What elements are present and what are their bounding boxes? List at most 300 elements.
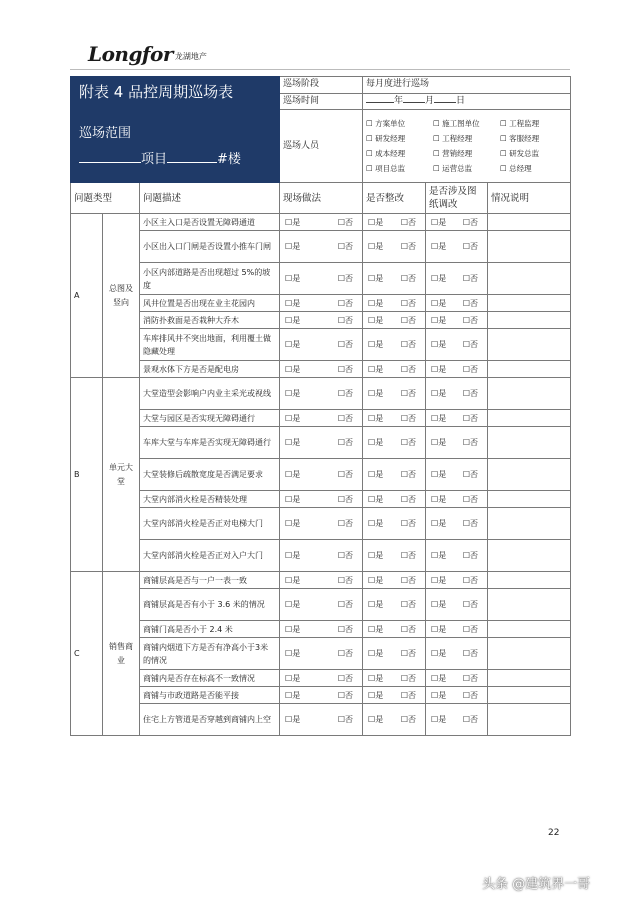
rectify-cell xyxy=(363,491,426,508)
table-row xyxy=(71,263,571,295)
yes-checkbox[interactable]: ☐是 xyxy=(431,364,447,374)
yes-no-checks xyxy=(283,517,359,530)
yes-checkbox[interactable]: ☐是 xyxy=(431,494,447,504)
yes-checkbox[interactable]: ☐是 xyxy=(431,600,447,609)
practice-cell xyxy=(280,491,363,508)
table-row xyxy=(71,540,571,572)
person-option[interactable]: ☐ 总经理 xyxy=(500,164,532,173)
no-checkbox[interactable]: ☐否 xyxy=(462,624,479,634)
yes-no-checks xyxy=(366,272,422,285)
remarks-cell[interactable] xyxy=(488,329,571,361)
form-title: 附表 4 品控周期巡场表 xyxy=(79,82,234,101)
yes-checkbox[interactable]: ☐是 xyxy=(368,600,384,609)
yes-checkbox[interactable]: ☐是 xyxy=(368,274,384,283)
drawing-change-cell xyxy=(426,427,488,459)
no-checkbox[interactable]: ☐否 xyxy=(400,575,417,585)
scope-project: 项目 xyxy=(141,151,168,167)
yes-checkbox[interactable]: ☐是 xyxy=(368,575,384,585)
yes-checkbox[interactable]: ☐是 xyxy=(431,470,447,479)
issue-description: 小区主入口是否设置无障碍通道 xyxy=(140,214,280,231)
no-checkbox[interactable]: ☐否 xyxy=(462,389,479,398)
person-option[interactable]: ☐ 运营总监 xyxy=(433,164,473,173)
yes-checkbox[interactable]: ☐是 xyxy=(285,298,301,308)
remarks-cell[interactable] xyxy=(488,670,571,687)
no-checkbox[interactable]: ☐否 xyxy=(462,340,479,349)
yes-checkbox[interactable]: ☐是 xyxy=(431,242,447,251)
yes-checkbox[interactable]: ☐是 xyxy=(285,389,301,398)
practice-cell xyxy=(280,638,363,670)
no-checkbox[interactable]: ☐否 xyxy=(400,649,417,658)
remarks-cell[interactable] xyxy=(488,378,571,410)
yes-no-checks xyxy=(366,517,422,530)
yes-checkbox[interactable]: ☐是 xyxy=(285,600,301,609)
col-drawing: 是否涉及图纸调改 xyxy=(426,183,488,214)
drawing-change-cell xyxy=(426,704,488,736)
practice-cell xyxy=(280,459,363,491)
person-option[interactable]: ☐ 客服经理 xyxy=(500,134,540,143)
yes-no-checks xyxy=(429,549,484,562)
person-option[interactable]: ☐ 方案单位 xyxy=(366,119,406,128)
logo-chinese: 龙湖地产 xyxy=(174,52,207,61)
col-rectify: 是否整改 xyxy=(363,183,426,214)
logo-english: Longfor xyxy=(88,42,173,66)
column-header-row xyxy=(71,183,571,214)
yes-checkbox[interactable]: ☐是 xyxy=(285,519,301,528)
yes-checkbox[interactable]: ☐是 xyxy=(368,690,384,700)
yes-no-checks xyxy=(366,647,422,660)
scope-label: 巡场范围 xyxy=(79,125,132,141)
no-checkbox[interactable]: ☐否 xyxy=(337,575,354,585)
category-code: B xyxy=(71,378,103,572)
practice-cell xyxy=(280,361,363,378)
issue-description: 商铺层高是否有小于 3.6 米的情况 xyxy=(140,589,280,621)
yes-no-checks xyxy=(283,549,359,562)
no-checkbox[interactable]: ☐否 xyxy=(462,551,479,560)
rectify-cell xyxy=(363,263,426,295)
yes-checkbox[interactable]: ☐是 xyxy=(368,649,384,658)
no-checkbox[interactable]: ☐否 xyxy=(400,624,417,634)
remarks-cell[interactable] xyxy=(488,231,571,263)
no-checkbox[interactable]: ☐否 xyxy=(400,340,417,349)
remarks-cell[interactable] xyxy=(488,491,571,508)
no-checkbox[interactable]: ☐否 xyxy=(337,649,354,658)
no-checkbox[interactable]: ☐否 xyxy=(400,242,417,251)
no-checkbox[interactable]: ☐否 xyxy=(337,494,354,504)
no-checkbox[interactable]: ☐否 xyxy=(337,217,354,227)
no-checkbox[interactable]: ☐否 xyxy=(337,413,354,423)
time-label: 巡场时间 xyxy=(280,93,363,110)
person-option[interactable]: ☐ 研发总监 xyxy=(500,149,540,158)
yes-no-checks xyxy=(283,412,359,425)
rectify-cell xyxy=(363,572,426,589)
practice-cell xyxy=(280,508,363,540)
issue-description: 大堂与园区是否实现无障碍通行 xyxy=(140,410,280,427)
header-rule xyxy=(70,69,570,70)
no-checkbox[interactable]: ☐否 xyxy=(462,364,479,374)
no-checkbox[interactable]: ☐否 xyxy=(462,315,479,325)
yes-no-checks xyxy=(283,240,359,253)
no-checkbox[interactable]: ☐否 xyxy=(400,519,417,528)
yes-checkbox[interactable]: ☐是 xyxy=(431,715,447,724)
table-row xyxy=(71,704,571,736)
yes-no-checks xyxy=(366,468,422,481)
yes-no-checks xyxy=(366,314,422,327)
category-name: 总图及竖向 xyxy=(103,214,140,378)
no-checkbox[interactable]: ☐否 xyxy=(337,519,354,528)
issue-description: 大堂内部消火栓是否正对入户大门 xyxy=(140,540,280,572)
yes-no-checks xyxy=(366,338,422,351)
drawing-change-cell xyxy=(426,638,488,670)
yes-checkbox[interactable]: ☐是 xyxy=(285,413,301,423)
no-checkbox[interactable]: ☐否 xyxy=(462,274,479,283)
yes-checkbox[interactable]: ☐是 xyxy=(285,575,301,585)
col-type: 问题类型 xyxy=(71,183,140,214)
stage-label: 巡场阶段 xyxy=(280,77,363,94)
yes-no-checks xyxy=(429,314,484,327)
scope-cell xyxy=(71,110,280,183)
yes-no-checks xyxy=(283,297,359,310)
page-number: 22 xyxy=(548,828,560,838)
issue-description: 景观水体下方是否是配电房 xyxy=(140,361,280,378)
yes-checkbox[interactable]: ☐是 xyxy=(368,389,384,398)
yes-no-checks xyxy=(283,468,359,481)
practice-cell xyxy=(280,670,363,687)
remarks-cell[interactable] xyxy=(488,214,571,231)
no-checkbox[interactable]: ☐否 xyxy=(462,519,479,528)
yes-checkbox[interactable]: ☐是 xyxy=(368,494,384,504)
person-option[interactable]: ☐ 成本经理 xyxy=(366,149,406,158)
yes-checkbox[interactable]: ☐是 xyxy=(368,364,384,374)
no-checkbox[interactable]: ☐否 xyxy=(337,715,354,724)
yes-checkbox[interactable]: ☐是 xyxy=(368,438,384,447)
yes-checkbox[interactable]: ☐是 xyxy=(431,438,447,447)
no-checkbox[interactable]: ☐否 xyxy=(400,494,417,504)
rectify-cell xyxy=(363,540,426,572)
table-row xyxy=(71,459,571,491)
yes-no-checks xyxy=(366,297,422,310)
yes-no-checks xyxy=(429,436,484,449)
yes-checkbox[interactable]: ☐是 xyxy=(431,624,447,634)
yes-no-checks xyxy=(283,713,359,726)
no-checkbox[interactable]: ☐否 xyxy=(337,340,354,349)
person-option[interactable]: ☐ 研发经理 xyxy=(366,134,406,143)
rectify-cell xyxy=(363,312,426,329)
yes-checkbox[interactable]: ☐是 xyxy=(285,315,301,325)
yes-no-checks xyxy=(429,647,484,660)
issue-description: 车库大堂与车库是否实现无障碍通行 xyxy=(140,427,280,459)
drawing-change-cell xyxy=(426,329,488,361)
practice-cell xyxy=(280,427,363,459)
yes-checkbox[interactable]: ☐是 xyxy=(285,494,301,504)
rectify-cell xyxy=(363,295,426,312)
yes-no-checks xyxy=(366,387,422,400)
yes-no-checks xyxy=(283,598,359,611)
remarks-cell[interactable] xyxy=(488,589,571,621)
person-option[interactable]: ☐ 项目总监 xyxy=(366,164,406,173)
table-row xyxy=(71,214,571,231)
yes-checkbox[interactable]: ☐是 xyxy=(431,413,447,423)
time-month: 月 xyxy=(425,95,435,106)
remarks-cell[interactable] xyxy=(488,704,571,736)
yes-no-checks xyxy=(429,623,484,636)
yes-checkbox[interactable]: ☐是 xyxy=(368,551,384,560)
no-checkbox[interactable]: ☐否 xyxy=(400,364,417,374)
rectify-cell xyxy=(363,638,426,670)
no-checkbox[interactable]: ☐否 xyxy=(337,470,354,479)
yes-no-checks xyxy=(283,387,359,400)
no-checkbox[interactable]: ☐否 xyxy=(462,298,479,308)
practice-cell xyxy=(280,231,363,263)
yes-checkbox[interactable]: ☐是 xyxy=(285,673,301,683)
yes-no-checks xyxy=(283,574,359,587)
practice-cell xyxy=(280,312,363,329)
yes-no-checks xyxy=(366,216,422,229)
issue-description: 商铺与市政道路是否能平接 xyxy=(140,687,280,704)
yes-checkbox[interactable]: ☐是 xyxy=(431,690,447,700)
table-row xyxy=(71,589,571,621)
drawing-change-cell xyxy=(426,378,488,410)
yes-no-checks xyxy=(283,647,359,660)
no-checkbox[interactable]: ☐否 xyxy=(400,298,417,308)
category-name: 销售商业 xyxy=(103,572,140,736)
yes-no-checks xyxy=(366,240,422,253)
drawing-change-cell xyxy=(426,295,488,312)
rectify-cell xyxy=(363,508,426,540)
yes-checkbox[interactable]: ☐是 xyxy=(368,470,384,479)
remarks-cell[interactable] xyxy=(488,295,571,312)
no-checkbox[interactable]: ☐否 xyxy=(400,217,417,227)
scope-line xyxy=(79,150,271,166)
no-checkbox[interactable]: ☐否 xyxy=(337,551,354,560)
remarks-cell[interactable] xyxy=(488,427,571,459)
yes-no-checks xyxy=(283,216,359,229)
person-option[interactable]: ☐ 工程经理 xyxy=(433,134,473,143)
issue-description: 住宅上方管道是否穿越到商铺内上空 xyxy=(140,704,280,736)
rectify-cell xyxy=(363,687,426,704)
yes-checkbox[interactable]: ☐是 xyxy=(431,551,447,560)
no-checkbox[interactable]: ☐否 xyxy=(462,242,479,251)
yes-no-checks xyxy=(429,338,484,351)
table-row xyxy=(71,410,571,427)
rectify-cell xyxy=(363,361,426,378)
rectify-cell xyxy=(363,704,426,736)
drawing-change-cell xyxy=(426,491,488,508)
yes-no-checks xyxy=(429,297,484,310)
persons-cell xyxy=(363,110,571,183)
yes-no-checks xyxy=(283,672,359,685)
yes-no-checks xyxy=(429,387,484,400)
yes-no-checks xyxy=(429,689,484,702)
yes-checkbox[interactable]: ☐是 xyxy=(431,389,447,398)
yes-checkbox[interactable]: ☐是 xyxy=(431,340,447,349)
stage-value: 每月度进行巡场 xyxy=(363,77,571,94)
no-checkbox[interactable]: ☐否 xyxy=(337,298,354,308)
no-checkbox[interactable]: ☐否 xyxy=(462,649,479,658)
no-checkbox[interactable]: ☐否 xyxy=(462,494,479,504)
no-checkbox[interactable]: ☐否 xyxy=(400,413,417,423)
remarks-cell[interactable] xyxy=(488,312,571,329)
company-logo xyxy=(88,40,207,66)
yes-checkbox[interactable]: ☐是 xyxy=(285,624,301,634)
remarks-cell[interactable] xyxy=(488,361,571,378)
category-code: C xyxy=(71,572,103,736)
yes-checkbox[interactable]: ☐是 xyxy=(368,519,384,528)
yes-no-checks xyxy=(366,598,422,611)
remarks-cell[interactable] xyxy=(488,687,571,704)
yes-checkbox[interactable]: ☐是 xyxy=(431,298,447,308)
yes-no-checks xyxy=(366,549,422,562)
category-name: 单元大堂 xyxy=(103,378,140,572)
no-checkbox[interactable]: ☐否 xyxy=(462,600,479,609)
yes-checkbox[interactable]: ☐是 xyxy=(368,315,384,325)
issue-description: 大堂内部消火栓是否精装处理 xyxy=(140,491,280,508)
no-checkbox[interactable]: ☐否 xyxy=(462,438,479,447)
no-checkbox[interactable]: ☐否 xyxy=(400,551,417,560)
yes-no-checks xyxy=(366,623,422,636)
no-checkbox[interactable]: ☐否 xyxy=(400,690,417,700)
remarks-cell[interactable] xyxy=(488,263,571,295)
yes-checkbox[interactable]: ☐是 xyxy=(285,551,301,560)
yes-no-checks xyxy=(429,574,484,587)
persons-checklist xyxy=(366,114,567,178)
no-checkbox[interactable]: ☐否 xyxy=(337,624,354,634)
no-checkbox[interactable]: ☐否 xyxy=(337,364,354,374)
person-option[interactable]: ☐ 工程监理 xyxy=(500,119,540,128)
yes-checkbox[interactable]: ☐是 xyxy=(285,217,301,227)
no-checkbox[interactable]: ☐否 xyxy=(400,673,417,683)
drawing-change-cell xyxy=(426,670,488,687)
remarks-cell[interactable] xyxy=(488,621,571,638)
table-row xyxy=(71,621,571,638)
no-checkbox[interactable]: ☐否 xyxy=(400,438,417,447)
no-checkbox[interactable]: ☐否 xyxy=(462,217,479,227)
no-checkbox[interactable]: ☐否 xyxy=(400,600,417,609)
practice-cell xyxy=(280,687,363,704)
no-checkbox[interactable]: ☐否 xyxy=(400,715,417,724)
remarks-cell[interactable] xyxy=(488,459,571,491)
practice-cell xyxy=(280,378,363,410)
no-checkbox[interactable]: ☐否 xyxy=(462,470,479,479)
issue-description: 消防扑救面是否栽种大乔木 xyxy=(140,312,280,329)
yes-no-checks xyxy=(366,363,422,376)
remarks-cell[interactable] xyxy=(488,508,571,540)
yes-checkbox[interactable]: ☐是 xyxy=(368,624,384,634)
no-checkbox[interactable]: ☐否 xyxy=(337,315,354,325)
yes-checkbox[interactable]: ☐是 xyxy=(285,470,301,479)
yes-checkbox[interactable]: ☐是 xyxy=(368,413,384,423)
yes-checkbox[interactable]: ☐是 xyxy=(368,340,384,349)
yes-checkbox[interactable]: ☐是 xyxy=(285,649,301,658)
no-checkbox[interactable]: ☐否 xyxy=(462,575,479,585)
yes-no-checks xyxy=(429,412,484,425)
rectify-cell xyxy=(363,670,426,687)
no-checkbox[interactable]: ☐否 xyxy=(400,274,417,283)
yes-checkbox[interactable]: ☐是 xyxy=(431,315,447,325)
yes-checkbox[interactable]: ☐是 xyxy=(368,217,384,227)
yes-checkbox[interactable]: ☐是 xyxy=(285,364,301,374)
drawing-change-cell xyxy=(426,621,488,638)
yes-checkbox[interactable]: ☐是 xyxy=(431,649,447,658)
person-option[interactable]: ☐ 施工图单位 xyxy=(433,119,480,128)
yes-no-checks xyxy=(366,493,422,506)
no-checkbox[interactable]: ☐否 xyxy=(337,242,354,251)
issue-description: 大堂装修后疏散宽度是否满足要求 xyxy=(140,459,280,491)
yes-no-checks xyxy=(283,272,359,285)
time-day: 日 xyxy=(456,95,466,106)
remarks-cell[interactable] xyxy=(488,638,571,670)
no-checkbox[interactable]: ☐否 xyxy=(400,315,417,325)
yes-checkbox[interactable]: ☐是 xyxy=(431,673,447,683)
col-practice: 现场做法 xyxy=(280,183,363,214)
no-checkbox[interactable]: ☐否 xyxy=(462,715,479,724)
practice-cell xyxy=(280,214,363,231)
no-checkbox[interactable]: ☐否 xyxy=(337,690,354,700)
practice-cell xyxy=(280,540,363,572)
yes-checkbox[interactable]: ☐是 xyxy=(368,298,384,308)
table-row xyxy=(71,687,571,704)
table-row xyxy=(71,491,571,508)
no-checkbox[interactable]: ☐否 xyxy=(462,673,479,683)
yes-checkbox[interactable]: ☐是 xyxy=(431,274,447,283)
yes-checkbox[interactable]: ☐是 xyxy=(368,673,384,683)
no-checkbox[interactable]: ☐否 xyxy=(337,438,354,447)
no-checkbox[interactable]: ☐否 xyxy=(400,470,417,479)
yes-no-checks xyxy=(429,672,484,685)
yes-no-checks xyxy=(283,363,359,376)
yes-checkbox[interactable]: ☐是 xyxy=(285,438,301,447)
yes-checkbox[interactable]: ☐是 xyxy=(368,715,384,724)
yes-checkbox[interactable]: ☐是 xyxy=(431,519,447,528)
category-code: A xyxy=(71,214,103,378)
rectify-cell xyxy=(363,329,426,361)
time-value xyxy=(363,93,571,110)
yes-checkbox[interactable]: ☐是 xyxy=(285,690,301,700)
no-checkbox[interactable]: ☐否 xyxy=(337,600,354,609)
no-checkbox[interactable]: ☐否 xyxy=(400,389,417,398)
yes-checkbox[interactable]: ☐是 xyxy=(285,242,301,251)
yes-no-checks xyxy=(366,672,422,685)
yes-checkbox[interactable]: ☐是 xyxy=(368,242,384,251)
yes-checkbox[interactable]: ☐是 xyxy=(431,217,447,227)
yes-no-checks xyxy=(366,574,422,587)
no-checkbox[interactable]: ☐否 xyxy=(337,389,354,398)
person-option[interactable]: ☐ 营销经理 xyxy=(433,149,473,158)
yes-checkbox[interactable]: ☐是 xyxy=(431,575,447,585)
yes-no-checks xyxy=(429,598,484,611)
drawing-change-cell xyxy=(426,572,488,589)
no-checkbox[interactable]: ☐否 xyxy=(462,413,479,423)
no-checkbox[interactable]: ☐否 xyxy=(337,673,354,683)
no-checkbox[interactable]: ☐否 xyxy=(462,690,479,700)
remarks-cell[interactable] xyxy=(488,410,571,427)
remarks-cell[interactable] xyxy=(488,572,571,589)
issue-description: 商铺内烟道下方是否有净高小于3米的情况 xyxy=(140,638,280,670)
yes-no-checks xyxy=(429,713,484,726)
no-checkbox[interactable]: ☐否 xyxy=(337,274,354,283)
rectify-cell xyxy=(363,589,426,621)
yes-no-checks xyxy=(429,468,484,481)
practice-cell xyxy=(280,295,363,312)
remarks-cell[interactable] xyxy=(488,540,571,572)
table-row xyxy=(71,508,571,540)
issue-description: 商铺层高是否与一户一表一致 xyxy=(140,572,280,589)
yes-no-checks xyxy=(429,363,484,376)
drawing-change-cell xyxy=(426,231,488,263)
yes-checkbox[interactable]: ☐是 xyxy=(285,274,301,283)
practice-cell xyxy=(280,329,363,361)
yes-checkbox[interactable]: ☐是 xyxy=(285,715,301,724)
yes-checkbox[interactable]: ☐是 xyxy=(285,340,301,349)
